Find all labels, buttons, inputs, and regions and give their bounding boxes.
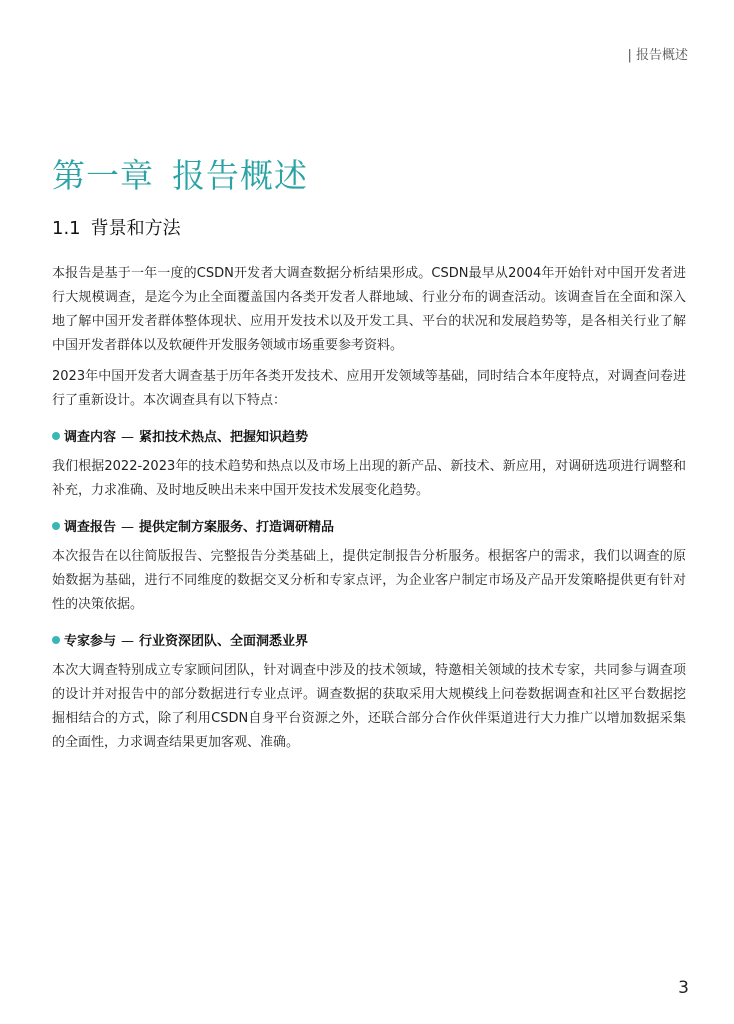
feature-subtitle: 提供定制方案服务、打造调研精品 (139, 520, 335, 535)
feature-title: 调查报告 (64, 520, 117, 535)
bullet-dot-icon (52, 636, 60, 644)
feature-paragraph: 本次报告在以往简版报告、完整报告分类基础上，提供定制报告分析服务。根据客户的需求，我们以调查的原始数据为基础，进行不同维度的数据交叉分析和专家点评，为企业客户制定市场及产品开发策略提供更有针对性的决策依据。 (52, 549, 686, 612)
page-header: | 报告概述 (627, 48, 688, 63)
feature-separator: — (121, 430, 135, 445)
body-content (52, 262, 686, 762)
page-number: 3 (678, 978, 689, 998)
intro-paragraph: 2023年中国开发者大调查基于历年各类开发技术、应用开发领域等基础，同时结合本年度特点，对调查问卷进行了重新设计。本次调查具有以下特点： (52, 369, 686, 408)
feature-heading (52, 426, 686, 450)
feature-title: 专家参与 (64, 634, 117, 649)
section-name: 背景和方法 (90, 218, 181, 239)
bullet-dot-icon (52, 432, 60, 440)
feature-separator: — (121, 520, 135, 535)
chapter-title (52, 150, 308, 197)
section-title (52, 214, 181, 240)
chapter-name: 报告概述 (172, 156, 308, 195)
feature-subtitle: 紧扣技术热点、把握知识趋势 (139, 430, 309, 445)
feature-paragraph: 我们根据2022-2023年的技术趋势和热点以及市场上出现的新产品、新技术、新应用，对调研选项进行调整和补充，力求准确、及时地反映出未来中国开发技术发展变化趋势。 (52, 459, 686, 498)
feature-heading (52, 630, 686, 654)
feature-subtitle: 行业资深团队、全面洞悉业界 (139, 634, 309, 649)
feature-paragraph: 本次大调查特别成立专家顾问团队，针对调查中涉及的技术领域，特邀相关领域的技术专家，共同参与调查项的设计并对报告中的部分数据进行专业点评。调查数据的获取采用大规模线上问卷数据调查和社区平台数据挖掘相结合的方式，除了利用CSDN自身平台资源之外，还联合部分合作伙伴渠道进行大力推广以增加数据采集的全面性，力求调查结果更加客观、准确。 (52, 663, 686, 750)
feature-separator: — (121, 634, 135, 649)
intro-paragraph: 本报告是基于一年一度的CSDN开发者大调查数据分析结果形成。CSDN最早从2004年开始针对中国开发者进行大规模调查，是迄今为止全面覆盖国内各类开发者人群地域、行业分布的调查活动。该调查旨在全面和深入地了解中国开发者群体整体现状、应用开发技术以及开发工具、平台的状况和发展趋势等，是各相关行业了解中国开发者群体以及软硬件开发服务领域市场重要参考资料。 (52, 266, 686, 353)
chapter-label: 第一章 (52, 156, 154, 195)
section-number: 1.1 (52, 218, 81, 239)
bullet-dot-icon (52, 522, 60, 530)
feature-heading (52, 516, 686, 540)
feature-title: 调查内容 (64, 430, 117, 445)
